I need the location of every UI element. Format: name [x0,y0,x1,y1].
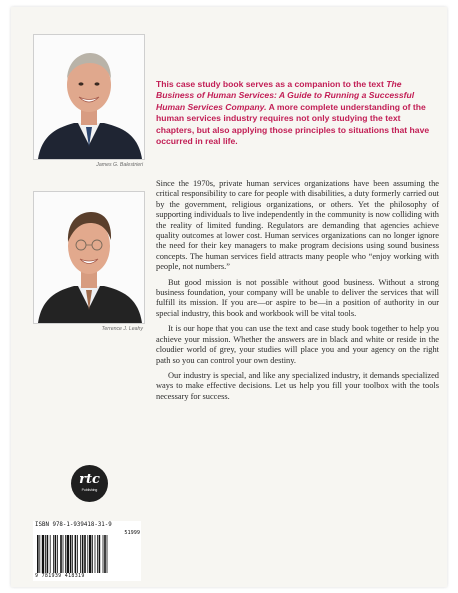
barcode-bar [55,535,57,573]
body-text [156,179,439,407]
barcode-bar [57,535,58,573]
barcode-bar [82,535,84,573]
barcode-bar [77,535,78,573]
barcode-bar [45,535,46,573]
barcode-bar [63,535,64,573]
barcode-bar [95,535,96,573]
barcode-bar [99,535,101,573]
barcode-bar [47,535,49,573]
barcode-bar [92,535,93,573]
author-photo-1 [33,34,145,160]
author-caption-2: Terrence J. Leahy [101,326,143,332]
barcode-bar [72,535,73,573]
barcode-bar [89,535,91,573]
body-paragraph-1: Since the 1970s, private human services organizations have been assuming the critical responsibility to care for people with disabilities, a duty formerly carried out by the government, religious organizations, or others. Yet the philosophy of supporting individuals to live independently in the community is now colliding with the reality of limited funding. Regulators are demanding that agencies achieve quality outcomes at lower cost. Human services organizations can no longer ignore the need for their key managers to make program decisions using sound business concepts. The human services field attracts many people who “enjoy working with people, not numbers.” [156,179,439,272]
price-code: 51999 [124,530,140,536]
publisher-logo-subtext: Publishing [81,488,98,492]
intro-text-end: A more complete understanding of the human services industry requires not only studying the text chapters, but also applying those principles to situations that have occurred in real life. [156,101,430,147]
author-photo-2 [33,191,145,324]
barcode-bar [50,535,51,573]
body-paragraph-3: It is our hope that you can use the text and case study book together to help you achieve your mission. Whether the answers are in black and white or reside in the cloudier world of grey, your studies will place you and your agency on the right path so you can control your own destiny. [156,324,439,365]
barcode-bar [104,535,106,573]
barcode-bar [65,535,66,573]
body-paragraph-4: Our industry is special, and like any specialized industry, it demands specialized ways to make effective decisions. Let us help you fill your toolbox with the tools necessary for success. [156,370,439,401]
author-caption-1: James G. Balestrieri [96,162,143,168]
barcode-bar [97,535,98,573]
barcode-bar [87,535,88,573]
back-cover [11,7,447,587]
barcode-bar [53,535,54,573]
barcode-bar [70,535,72,573]
barcode-bar [80,535,81,573]
barcode-bar [67,535,69,573]
barcode-bars [37,535,137,573]
barcode-bar [42,535,44,573]
intro-paragraph [156,79,439,147]
body-paragraph-2: But good mission is not possible without good business. Without a strong business foundation, your company will be unable to deliver the services that will fulfill its mission. If you are—or aspire to be—in a position of authority in our special industry, this book and workbook will be vital tools. [156,277,439,318]
barcode-digits: 9 781939 418319 [35,573,85,579]
barcode-bar [37,535,39,573]
isbn-number: ISBN 978-1-939418-31-9 [35,522,112,528]
intro-book-title: The Business of Human Services: A Guide to Running a Successful Human Services Company. [156,79,415,112]
barcode-bar [60,535,62,573]
author-portrait-1 [34,35,144,159]
barcode-bar [103,535,104,573]
publisher-logo [71,465,108,502]
author-portrait-2 [34,192,144,323]
barcode-bar [75,535,77,573]
intro-text-start: This case study book serves as a companion to the text [156,79,387,89]
barcode-bar [84,535,86,573]
barcode-bar [39,535,40,573]
publisher-logo-text: rtc [79,472,100,487]
barcode-bar [107,535,108,573]
isbn-barcode [33,521,141,581]
